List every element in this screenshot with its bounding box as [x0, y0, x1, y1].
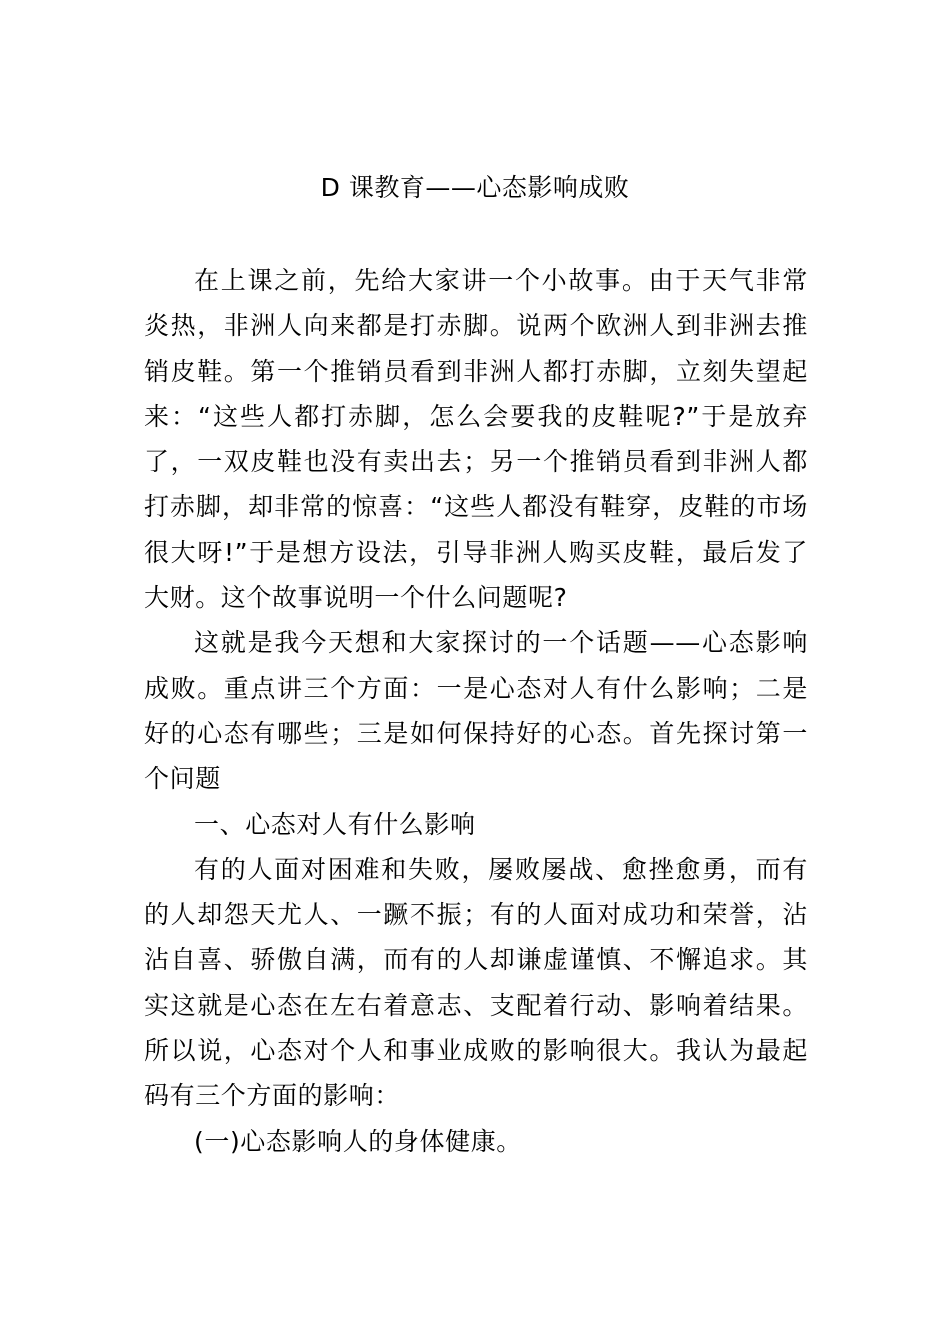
document-title: D 课教育——心态影响成败	[320, 173, 630, 202]
paragraph-story: 在上课之前，先给大家讲一个小故事。由于天气非常炎热，非洲人向来都是打赤脚。说两个欧洲人到非洲去推销皮鞋。第一个推销员看到非洲人都打赤脚，立刻失望起来：“这些人都打赤脚，怎么会要我的皮鞋呢?”于是放弃了，一双皮鞋也没有卖出去；另一个推销员看到非洲人都打赤脚，却非常的惊喜：“这些人都没有鞋穿，皮鞋的市场很大呀!”于是想方设法，引导非洲人购买皮鞋，最后发了大财。这个故事说明一个什么问题呢?	[144, 266, 808, 613]
paragraph-topic-intro: 这就是我今天想和大家探讨的一个话题——心态影响成败。重点讲三个方面：一是心态对人有什么影响；二是好的心态有哪些；三是如何保持好的心态。首先探讨第一个问题	[144, 628, 808, 794]
section-heading-1: 一、心态对人有什么影响	[194, 809, 476, 839]
subsection-heading-1: (一)心态影响人的身体健康。	[194, 1126, 522, 1156]
document-body	[144, 258, 808, 1164]
paragraph-influence: 有的人面对困难和失败，屡败屡战、愈挫愈勇，而有的人却怨天尤人、一蹶不振；有的人面对成功和荣誉，沾沾自喜、骄傲自满，而有的人却谦虚谨慎、不懈追求。其实这就是心态在左右着意志、支配着行动、影响着结果。所以说，心态对个人和事业成败的影响很大。我认为最起码有三个方面的影响：	[144, 854, 808, 1111]
